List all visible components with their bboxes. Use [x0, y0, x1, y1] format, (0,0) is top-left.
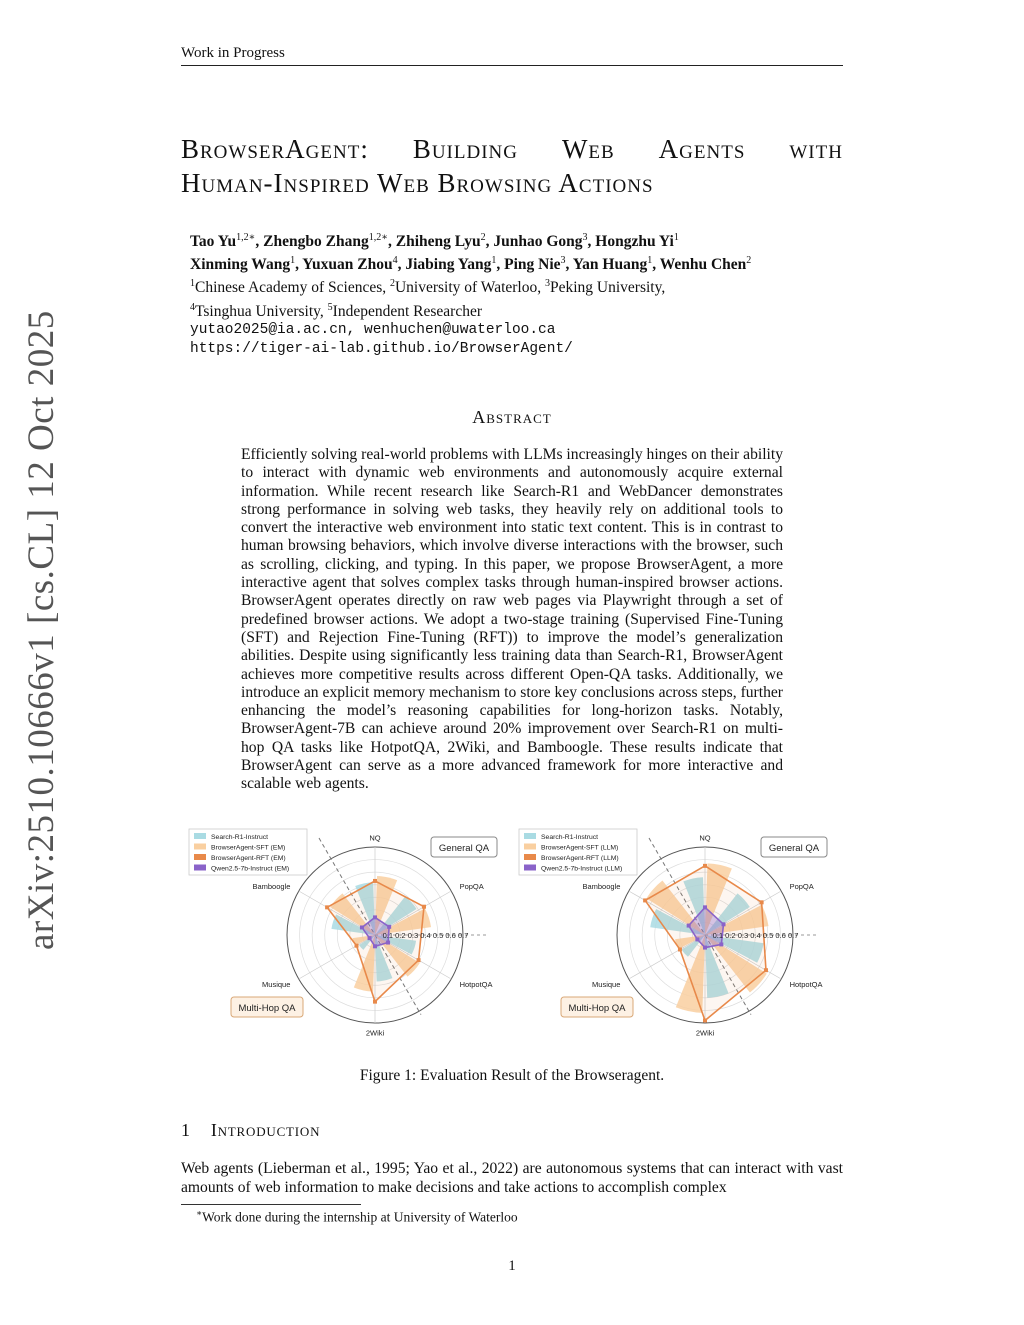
legend-label: Search-R1-Instruct — [211, 834, 269, 841]
figure-caption: Figure 1: Evaluation Result of the Browseragent. — [359, 1067, 665, 1084]
title-line-2: Human-Inspired Web Browsing Actions — [181, 168, 654, 198]
radar-data-point — [373, 944, 377, 948]
radar-tick-label: 0.3 — [407, 931, 419, 940]
radar-chart-llm — [517, 825, 847, 1053]
radar-tick-label: 0.3 — [737, 931, 749, 940]
radar-tick-label: 0.2 — [725, 931, 736, 940]
affiliation-name: Tsinghua University, — [195, 302, 328, 320]
radar-axis-label: NQ — [369, 833, 381, 843]
radar-axis-label: PopQA — [459, 882, 484, 892]
radar-chart-em — [187, 825, 517, 1053]
author-name — [504, 256, 565, 273]
radar-axis-label: PopQA — [789, 882, 814, 892]
author-name-text: Yuxuan Zhou — [302, 256, 393, 274]
radar-data-point — [325, 905, 329, 909]
affiliation-item — [328, 303, 482, 320]
radar-data-point — [360, 925, 364, 929]
legend-swatch — [194, 833, 206, 839]
radar-data-point — [760, 900, 764, 904]
legend-label: BrowserAgent-RFT (EM) — [211, 855, 286, 862]
affiliation-name: Independent Researcher — [332, 302, 482, 320]
radar-axis-label: 2Wiki — [365, 1028, 385, 1038]
title-line-1 — [181, 132, 843, 166]
radar-axis-label: Bamboogle — [252, 882, 291, 892]
radar-axis-label: Musique — [592, 979, 621, 989]
author-name-text: Hongzhu Yi — [595, 233, 674, 251]
affiliation-mark: 3 — [560, 255, 566, 267]
author-name-text: Wenhu Chen — [659, 256, 747, 274]
radar-data-point — [678, 947, 682, 951]
radar-data-point — [373, 915, 377, 919]
radar-data-point — [373, 879, 377, 883]
abstract-text: Efficiently solving real-world problems with LLMs increasingly hinges on their ability to interact with dynamic web environments and autonomously acquire external information. While recent research like Search-R1 and WebDancer demonstrates strong performance in solving web tasks, they heavily rely on additional tools to convert the interactive web environment into static text content. This is in contrast to human browsing behaviors, which involve diverse interactions with the browser, such as scrolling, clicking, and typing. In this paper, we propose BrowserAgent, a more interactive agent that solves complex tasks through human-inspired browser actions. BrowserAgent operates directly on raw web pages via Playwright through a set of predefined browser actions. We adopt a two-stage training (Supervised Fine-Tuning (SFT) and Rejection Fine-Tuning (RFT)) to improve the model’s generalization abilities. Despite using significantly less training data than Search-R1, BrowserAgent achieves more competitive results across different Open-QA tasks. Additionally, we introduce an explicit memory mechanism to store key conclusions across steps, further enhancing the model’s reasoning capabilities for long-horizon tasks. Notably, BrowserAgent-7B can achieve around 20% improvement over Search-R1 on multi-hop QA tasks like HotpotQA, 2Wiki, and Bamboogle. These results indicate that BrowserAgent can serve as a more advanced framework for more interactive and scalable web agents. — [241, 446, 783, 793]
radar-tick-label: 0.2 — [395, 931, 406, 940]
affiliation-mark: 1 — [190, 278, 195, 290]
author-name — [396, 233, 486, 250]
multi-hop-qa-label: Multi-Hop QA — [568, 1003, 626, 1014]
title-word: BrowserAgent: — [181, 134, 369, 164]
radar-chart-em-svg — [187, 825, 517, 1053]
radar-tick-label: 0.7 — [788, 931, 799, 940]
author-name — [573, 256, 653, 273]
title-word: with — [789, 134, 843, 164]
radar-axis-label: HotpotQA — [789, 979, 823, 989]
radar-tick-label: 0.1 — [382, 931, 394, 940]
radar-data-point — [386, 941, 390, 945]
affiliation-mark: 2 — [389, 278, 395, 290]
radar-data-point — [643, 898, 647, 902]
legend-label: Qwen2.5-7b-Instruct (LLM) — [541, 865, 623, 873]
general-qa-label: General QA — [438, 843, 490, 854]
radar-tick-label: 0.1 — [712, 931, 724, 940]
legend-swatch — [524, 865, 536, 871]
author-name-text: Xinming Wang — [190, 256, 291, 274]
author-block — [190, 228, 751, 340]
multi-hop-qa-label: Multi-Hop QA — [238, 1003, 296, 1014]
author-name-text: Zhiheng Lyu — [395, 233, 481, 251]
affiliation-mark: 3 — [544, 278, 550, 290]
section-heading — [181, 1120, 320, 1141]
radar-data-point — [764, 968, 768, 972]
affiliation-mark: 2 — [746, 255, 752, 267]
legend-swatch — [194, 854, 206, 860]
radar-axis-label: Bamboogle — [582, 882, 621, 892]
affiliation-item — [190, 279, 390, 296]
radar-data-point — [703, 864, 707, 868]
radar-tick-label: 0.7 — [458, 931, 469, 940]
radar-axis-label: HotpotQA — [459, 979, 493, 989]
affiliation-mark: 1 — [290, 255, 296, 267]
author-name — [302, 256, 397, 273]
radar-data-point — [354, 944, 358, 948]
section-title: Introduction — [210, 1120, 321, 1140]
header-rule — [181, 65, 843, 66]
legend-swatch — [524, 854, 536, 860]
affiliation-mark: 1,2∗ — [368, 232, 388, 243]
legend-swatch — [524, 833, 536, 839]
affiliation-mark: 4 — [190, 301, 195, 313]
abstract-heading: Abstract — [472, 407, 552, 427]
section-number: 1 — [181, 1120, 191, 1140]
legend-label: BrowserAgent-SFT (LLM) — [541, 844, 619, 852]
affiliation-line-1 — [190, 274, 751, 297]
author-name — [595, 233, 679, 250]
radar-tick-label: 0.4 — [420, 931, 431, 940]
affiliation-mark: 1 — [491, 255, 497, 267]
affiliation-name: Chinese Academy of Sciences, — [195, 279, 390, 297]
affiliation-mark: 2 — [480, 232, 486, 243]
affiliation-mark: 3 — [582, 232, 588, 243]
radar-data-point — [703, 946, 707, 950]
radar-data-point — [695, 937, 699, 941]
general-qa-label: General QA — [768, 843, 820, 854]
footnote-text: Work done during the internship at University of Waterloo — [202, 1209, 518, 1225]
radar-data-point — [417, 958, 421, 962]
radar-data-point — [368, 936, 372, 940]
radar-data-point — [703, 905, 707, 909]
page-number: 1 — [508, 1258, 516, 1274]
affiliation-mark: 1,2∗ — [236, 232, 256, 243]
affiliation-item — [190, 303, 328, 320]
affiliation-item — [545, 279, 665, 296]
affiliation-mark: 5 — [327, 301, 333, 313]
legend-label: BrowserAgent-RFT (LLM) — [541, 855, 619, 862]
author-name-text: Jiabing Yang — [405, 256, 492, 274]
title-word: Web — [561, 134, 615, 164]
paper-title — [181, 132, 843, 200]
affiliation-mark: 4 — [392, 255, 398, 267]
author-emails[interactable]: yutao2025@ia.ac.cn, wenhuchen@uwaterloo.ca — [190, 321, 556, 338]
radar-tick-label: 0.6 — [775, 931, 786, 940]
affiliation-name: University of Waterloo, — [394, 279, 545, 297]
title-word: Building — [412, 134, 518, 164]
affiliation-name: Peking University, — [549, 279, 666, 297]
radar-axis-label: 2Wiki — [695, 1028, 715, 1038]
radar-tick-label: 0.6 — [445, 931, 456, 940]
affiliation-item — [390, 279, 545, 296]
author-name — [660, 256, 752, 273]
affiliation-mark: 1 — [647, 255, 653, 267]
author-name-text: Yan Huang — [572, 256, 648, 274]
author-name — [493, 233, 587, 250]
author-name-text: Zhengbo Zhang — [263, 233, 369, 251]
author-line-1: Tao $Yu^{1,2∗}$, Zhengbo Zhang$^{1,2∗}$, Zhiheng Lyu$^2$, Junhao Gong$^3$, Hongzhu Yi$^1$ — [190, 232, 679, 251]
author-name-text: Ping Nie — [504, 256, 561, 274]
legend-swatch — [194, 844, 206, 850]
arxiv-sidebar-id: arXiv:2510.10666v1 [cs.CL] 12 Oct 2025 — [21, 310, 62, 950]
author-line-2: Xinming Wang$^1$, Yuxuan Zhou$^4$, Jiabing Yang$^1$, Ping Nie$^3$, Yan Huang$^1$, Wenhu Chen$^2$ — [190, 255, 752, 274]
radar-axis-label: NQ — [699, 833, 711, 843]
author-name — [263, 233, 388, 250]
footnote-mark: ∗ — [196, 1208, 203, 1218]
radar-data-point — [373, 1000, 377, 1004]
legend-swatch — [194, 865, 206, 871]
radar-data-point — [719, 942, 723, 946]
project-url-link[interactable]: https://tiger-ai-lab.github.io/BrowserAgent/ — [190, 341, 573, 357]
legend-label: BrowserAgent-SFT (EM) — [211, 844, 286, 852]
author-name-text: Tao Yu — [190, 233, 237, 251]
radar-data-point — [422, 905, 426, 909]
legend-label: Qwen2.5-7b-Instruct (EM) — [211, 865, 290, 873]
radar-axis-label: Musique — [262, 979, 291, 989]
author-name — [405, 256, 496, 273]
radar-chart-llm-svg — [517, 825, 847, 1053]
radar-data-point — [722, 922, 726, 926]
affiliation-mark: 1 — [673, 232, 679, 243]
radar-tick-label: 0.5 — [762, 931, 774, 940]
affiliation-line-2 — [190, 297, 751, 320]
footnote — [196, 1208, 518, 1226]
intro-paragraph: Web agents (Lieberman et al., 1995; Yao et al., 2022) are autonomous systems that can interact with vast amounts of web information to make decisions and take actions to accomplish complex — [181, 1160, 843, 1196]
author-name-text: Junhao Gong — [493, 233, 583, 251]
radar-tick-label: 0.5 — [432, 931, 444, 940]
author-name — [190, 256, 295, 273]
title-word: Agents — [658, 134, 746, 164]
radar-tick-label: 0.4 — [750, 931, 761, 940]
running-header: Work in Progress — [181, 45, 285, 61]
radar-data-point — [687, 924, 691, 928]
legend-label: Search-R1-Instruct — [541, 834, 599, 841]
legend-swatch — [524, 844, 536, 850]
author-name — [190, 233, 255, 250]
radar-data-point — [703, 1018, 707, 1022]
footnote-rule — [181, 1204, 361, 1205]
radar-data-point — [387, 925, 391, 929]
